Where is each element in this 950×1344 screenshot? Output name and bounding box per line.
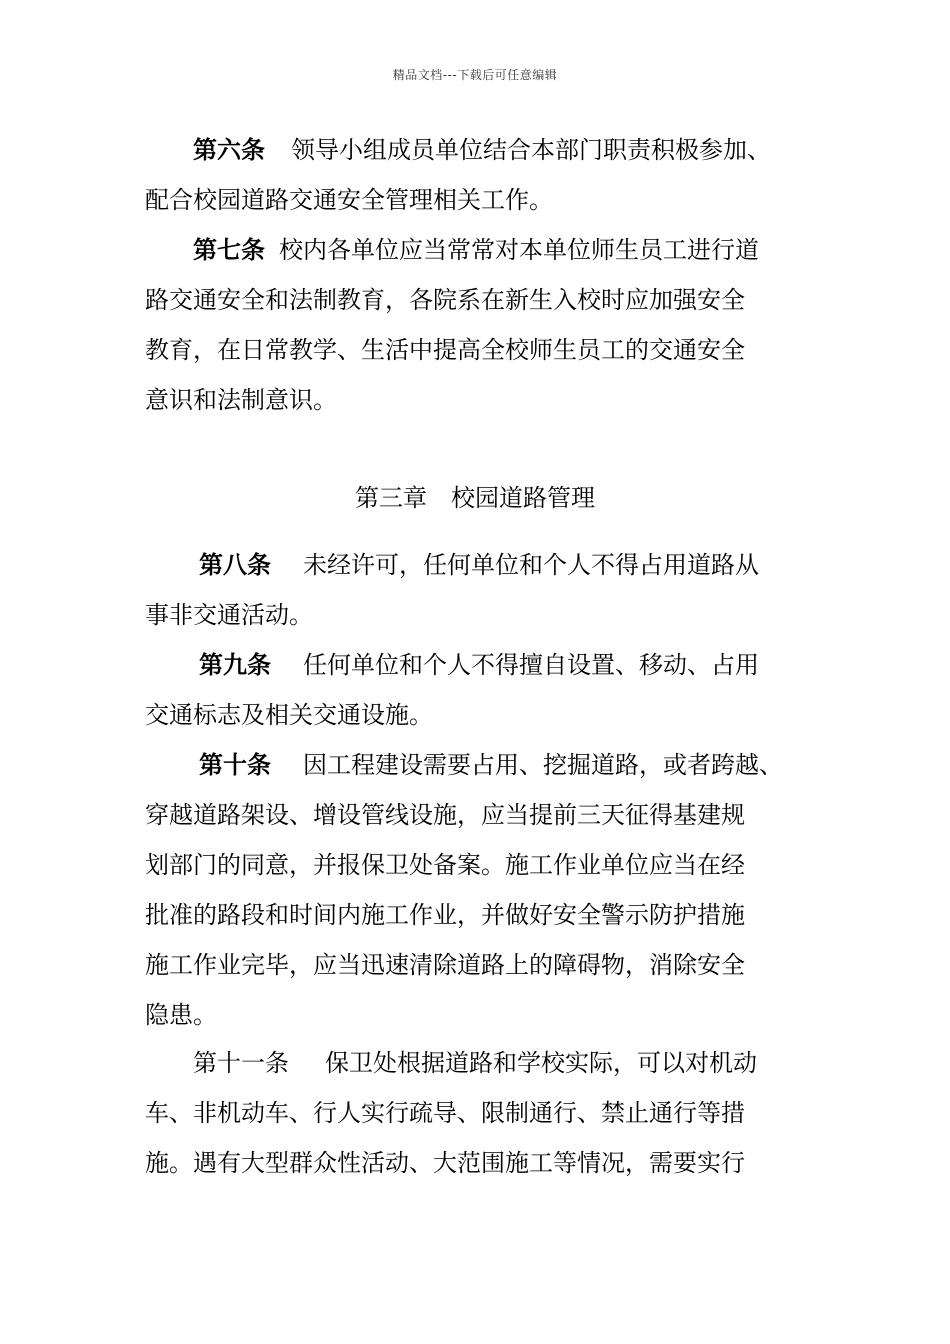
article-8-label: 第八条 <box>199 551 271 579</box>
article-7-line-1 <box>193 235 759 265</box>
article-6-label: 第六条 <box>193 136 265 164</box>
article-6-line-1 <box>193 135 771 165</box>
article-11-line-3: 施。遇有大型群众性活动、大范围施工等情况，需要实行 <box>145 1149 745 1177</box>
article-9-text-1: 任何单位和个人不得擅自设置、移动、占用 <box>303 651 759 679</box>
article-8-text-1: 未经许可，任何单位和个人不得占用道路从 <box>303 551 759 579</box>
article-11-label: 第十一条 <box>193 1049 289 1077</box>
article-7-label: 第七条 <box>193 236 265 264</box>
article-7-line-3: 教育，在日常教学、生活中提高全校师生员工的交通安全 <box>145 336 745 364</box>
article-11-line-2: 车、非机动车、行人实行疏导、限制通行、禁止通行等措 <box>145 1099 745 1127</box>
article-9-line-2: 交通标志及相关交通设施。 <box>145 701 433 729</box>
article-10-label: 第十条 <box>199 751 271 779</box>
article-6-text-1: 领导小组成员单位结合本部门职责积极参加、 <box>291 136 771 164</box>
article-10-line-6: 隐患。 <box>145 1001 217 1029</box>
article-10-line-1 <box>199 750 783 780</box>
article-11-line-1 <box>193 1048 757 1078</box>
article-10-line-3: 划部门的同意，并报保卫处备案。施工作业单位应当在经 <box>145 851 745 879</box>
article-9-line-1 <box>199 650 759 680</box>
page-header: 精品文档---下载后可任意编辑 <box>392 68 558 82</box>
article-6-line-2: 配合校园道路交通安全管理相关工作。 <box>145 186 553 214</box>
article-10-text-1: 因工程建设需要占用、挖掘道路，或者跨越、 <box>303 751 783 779</box>
chapter-title: 第三章 校园道路管理 <box>355 484 595 512</box>
article-10-line-5: 施工作业完毕，应当迅速清除道路上的障碍物，消除安全 <box>145 951 745 979</box>
article-10-line-4: 批准的路段和时间内施工作业，并做好安全警示防护措施 <box>145 901 745 929</box>
article-7-line-4: 意识和法制意识。 <box>145 386 337 414</box>
article-7-text-1: 校内各单位应当常常对本单位师生员工进行道 <box>279 236 759 264</box>
article-8-line-1 <box>199 550 759 580</box>
article-9-label: 第九条 <box>199 651 271 679</box>
article-11-text-1: 保卫处根据道路和学校实际，可以对机动 <box>325 1049 757 1077</box>
article-10-line-2: 穿越道路架设、增设管线设施，应当提前三天征得基建规 <box>145 801 745 829</box>
article-7-line-2: 路交通安全和法制教育，各院系在新生入校时应加强安全 <box>145 286 745 314</box>
article-8-line-2: 事非交通活动。 <box>145 601 313 629</box>
